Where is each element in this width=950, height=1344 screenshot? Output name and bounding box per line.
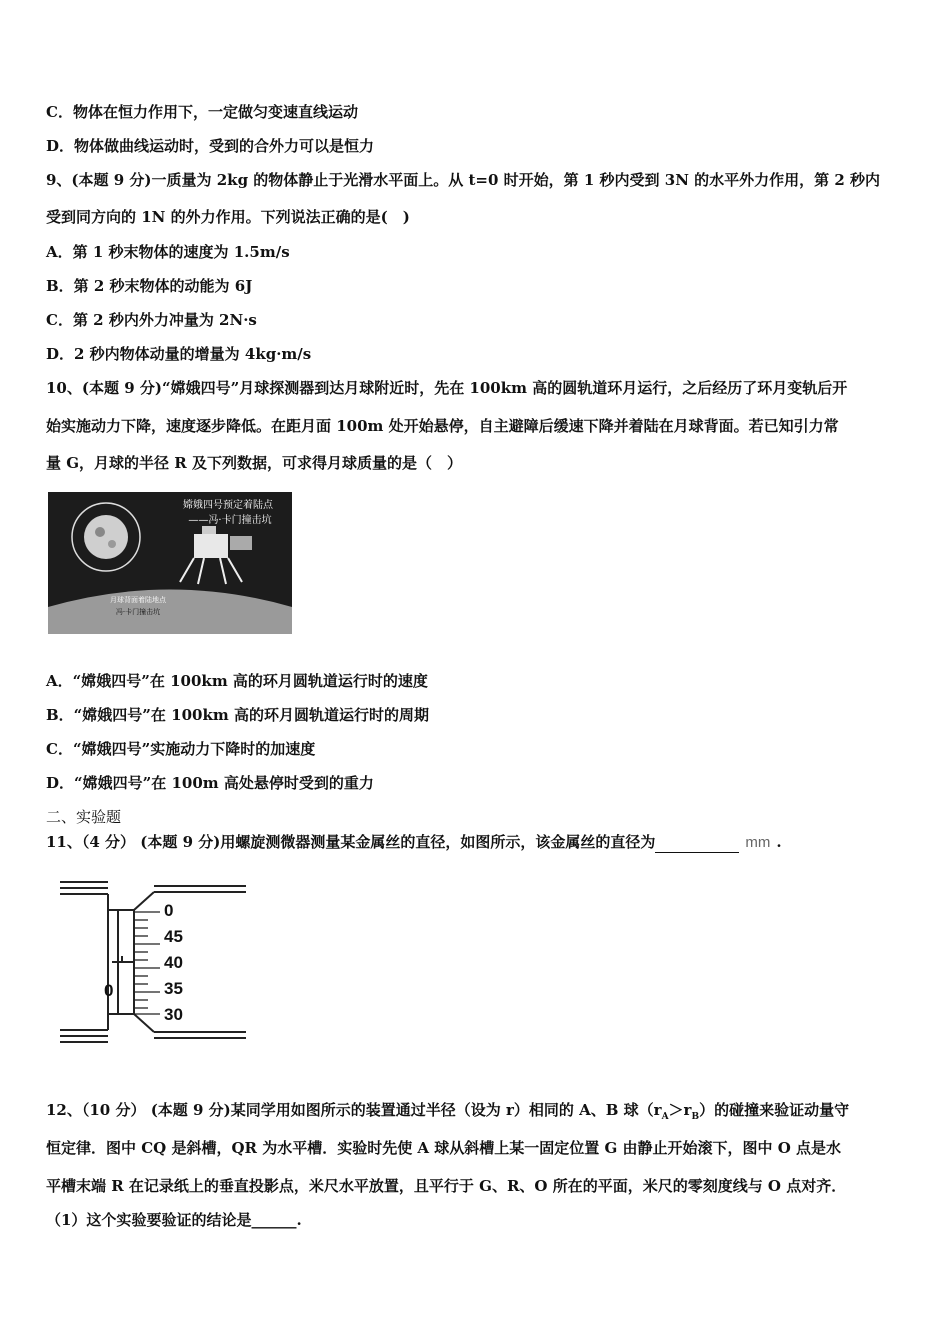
q12-text-1: 12、（10 分） (本题 9 分)某同学用如图所示的装置通过半径（设为 r）相同的 A、B 球（r bbox=[46, 1101, 662, 1119]
question-10-line3: 量 G，月球的半径 R 及下列数据，可求得月球质量的是（ ） bbox=[46, 454, 462, 472]
q11-text: 11、（4 分） (本题 9 分)用螺旋测微器测量某金属丝的直径，如图所示，该金属丝的直径为 bbox=[46, 833, 656, 851]
q12-gt: ＞r bbox=[668, 1101, 692, 1119]
q10-option-a: A．“嫦娥四号”在 100km 高的环月圆轨道运行时的速度 bbox=[46, 672, 428, 690]
q9-option-d: D．2 秒内物体动量的增量为 4kg·m/s bbox=[46, 345, 312, 363]
fig1-caption-1: 月球背面着陆地点 bbox=[110, 596, 166, 604]
question-10-line1: 10、(本题 9 分)“嫦娥四号”月球探测器到达月球附近时，先在 100km 高的圆轨道环月运行，之后经历了环月变轨后开 bbox=[46, 379, 848, 397]
micrometer-tick-30: 30 bbox=[164, 1005, 183, 1024]
micrometer-figure bbox=[46, 872, 256, 1072]
question-12-line2: 恒定律．图中 CQ 是斜槽，QR 为水平槽．实验时先使 A 球从斜槽上某一固定位置 G 由静止开始滚下，图中 O 点是水 bbox=[46, 1139, 842, 1157]
q9-option-b: B．第 2 秒末物体的动能为 6J bbox=[46, 277, 253, 295]
q10-option-c: C．“嫦娥四号”实施动力下降时的加速度 bbox=[46, 740, 316, 758]
micrometer-tick-35: 35 bbox=[164, 979, 183, 998]
micrometer-tick-45: 45 bbox=[164, 927, 183, 946]
q10-option-d: D．“嫦娥四号”在 100m 高处悬停时受到的重力 bbox=[46, 774, 374, 792]
option-d-prev: D．物体做曲线运动时，受到的合外力可以是恒力 bbox=[46, 137, 375, 155]
change4-landing-figure bbox=[48, 492, 292, 642]
micrometer-sleeve-0: 0 bbox=[104, 981, 114, 1000]
q11-answer-blank bbox=[655, 832, 739, 853]
q12-sub-a: A bbox=[661, 1112, 669, 1122]
question-10-line2: 始实施动力下降，速度逐步降低。在距月面 100m 处开始悬停，自主避障后缓速下降并着陆在月球背面。若已知引力常 bbox=[46, 417, 839, 435]
question-11 bbox=[46, 832, 782, 853]
question-12-part1: （1）这个实验要验证的结论是______. bbox=[46, 1211, 302, 1229]
option-c-prev: C．物体在恒力作用下，一定做匀变速直线运动 bbox=[46, 103, 358, 121]
q12-text-1-end: ）的碰撞来验证动量守 bbox=[699, 1101, 850, 1119]
micrometer-tick-40: 40 bbox=[164, 953, 183, 972]
micrometer-tick-0: 0 bbox=[164, 901, 174, 920]
section-heading: 二、实验题 bbox=[46, 808, 122, 826]
question-9-line1: 9、(本题 9 分)一质量为 2kg 的物体静止于光滑水平面上。从 t=0 时开始，第 1 秒内受到 3N 的水平外力作用，第 2 秒内 bbox=[46, 171, 881, 189]
q11-unit: mm bbox=[745, 834, 771, 851]
q9-option-c: C．第 2 秒内外力冲量为 2N·s bbox=[46, 311, 257, 329]
fig1-caption-2: 冯·卡门撞击坑 bbox=[115, 608, 161, 616]
q9-option-a: A．第 1 秒末物体的速度为 1.5m/s bbox=[46, 243, 290, 261]
q11-end: . bbox=[776, 833, 782, 851]
fig1-title-2: ——冯·卡门撞击坑 bbox=[188, 515, 272, 526]
fig1-title-1: 嫦娥四号预定着陆点 bbox=[183, 500, 273, 511]
question-12-line3: 平槽末端 R 在记录纸上的垂直投影点，米尺水平放置，且平行于 G、R、O 所在的平面，米尺的零刻度线与 O 点对齐． bbox=[46, 1177, 847, 1195]
q10-option-b: B．“嫦娥四号”在 100km 高的环月圆轨道运行时的周期 bbox=[46, 706, 429, 724]
q12-sub-b: B bbox=[691, 1112, 700, 1122]
question-9-line2: 受到同方向的 1N 的外力作用。下列说法正确的是( ) bbox=[46, 208, 410, 226]
question-12-line1 bbox=[46, 1100, 849, 1127]
